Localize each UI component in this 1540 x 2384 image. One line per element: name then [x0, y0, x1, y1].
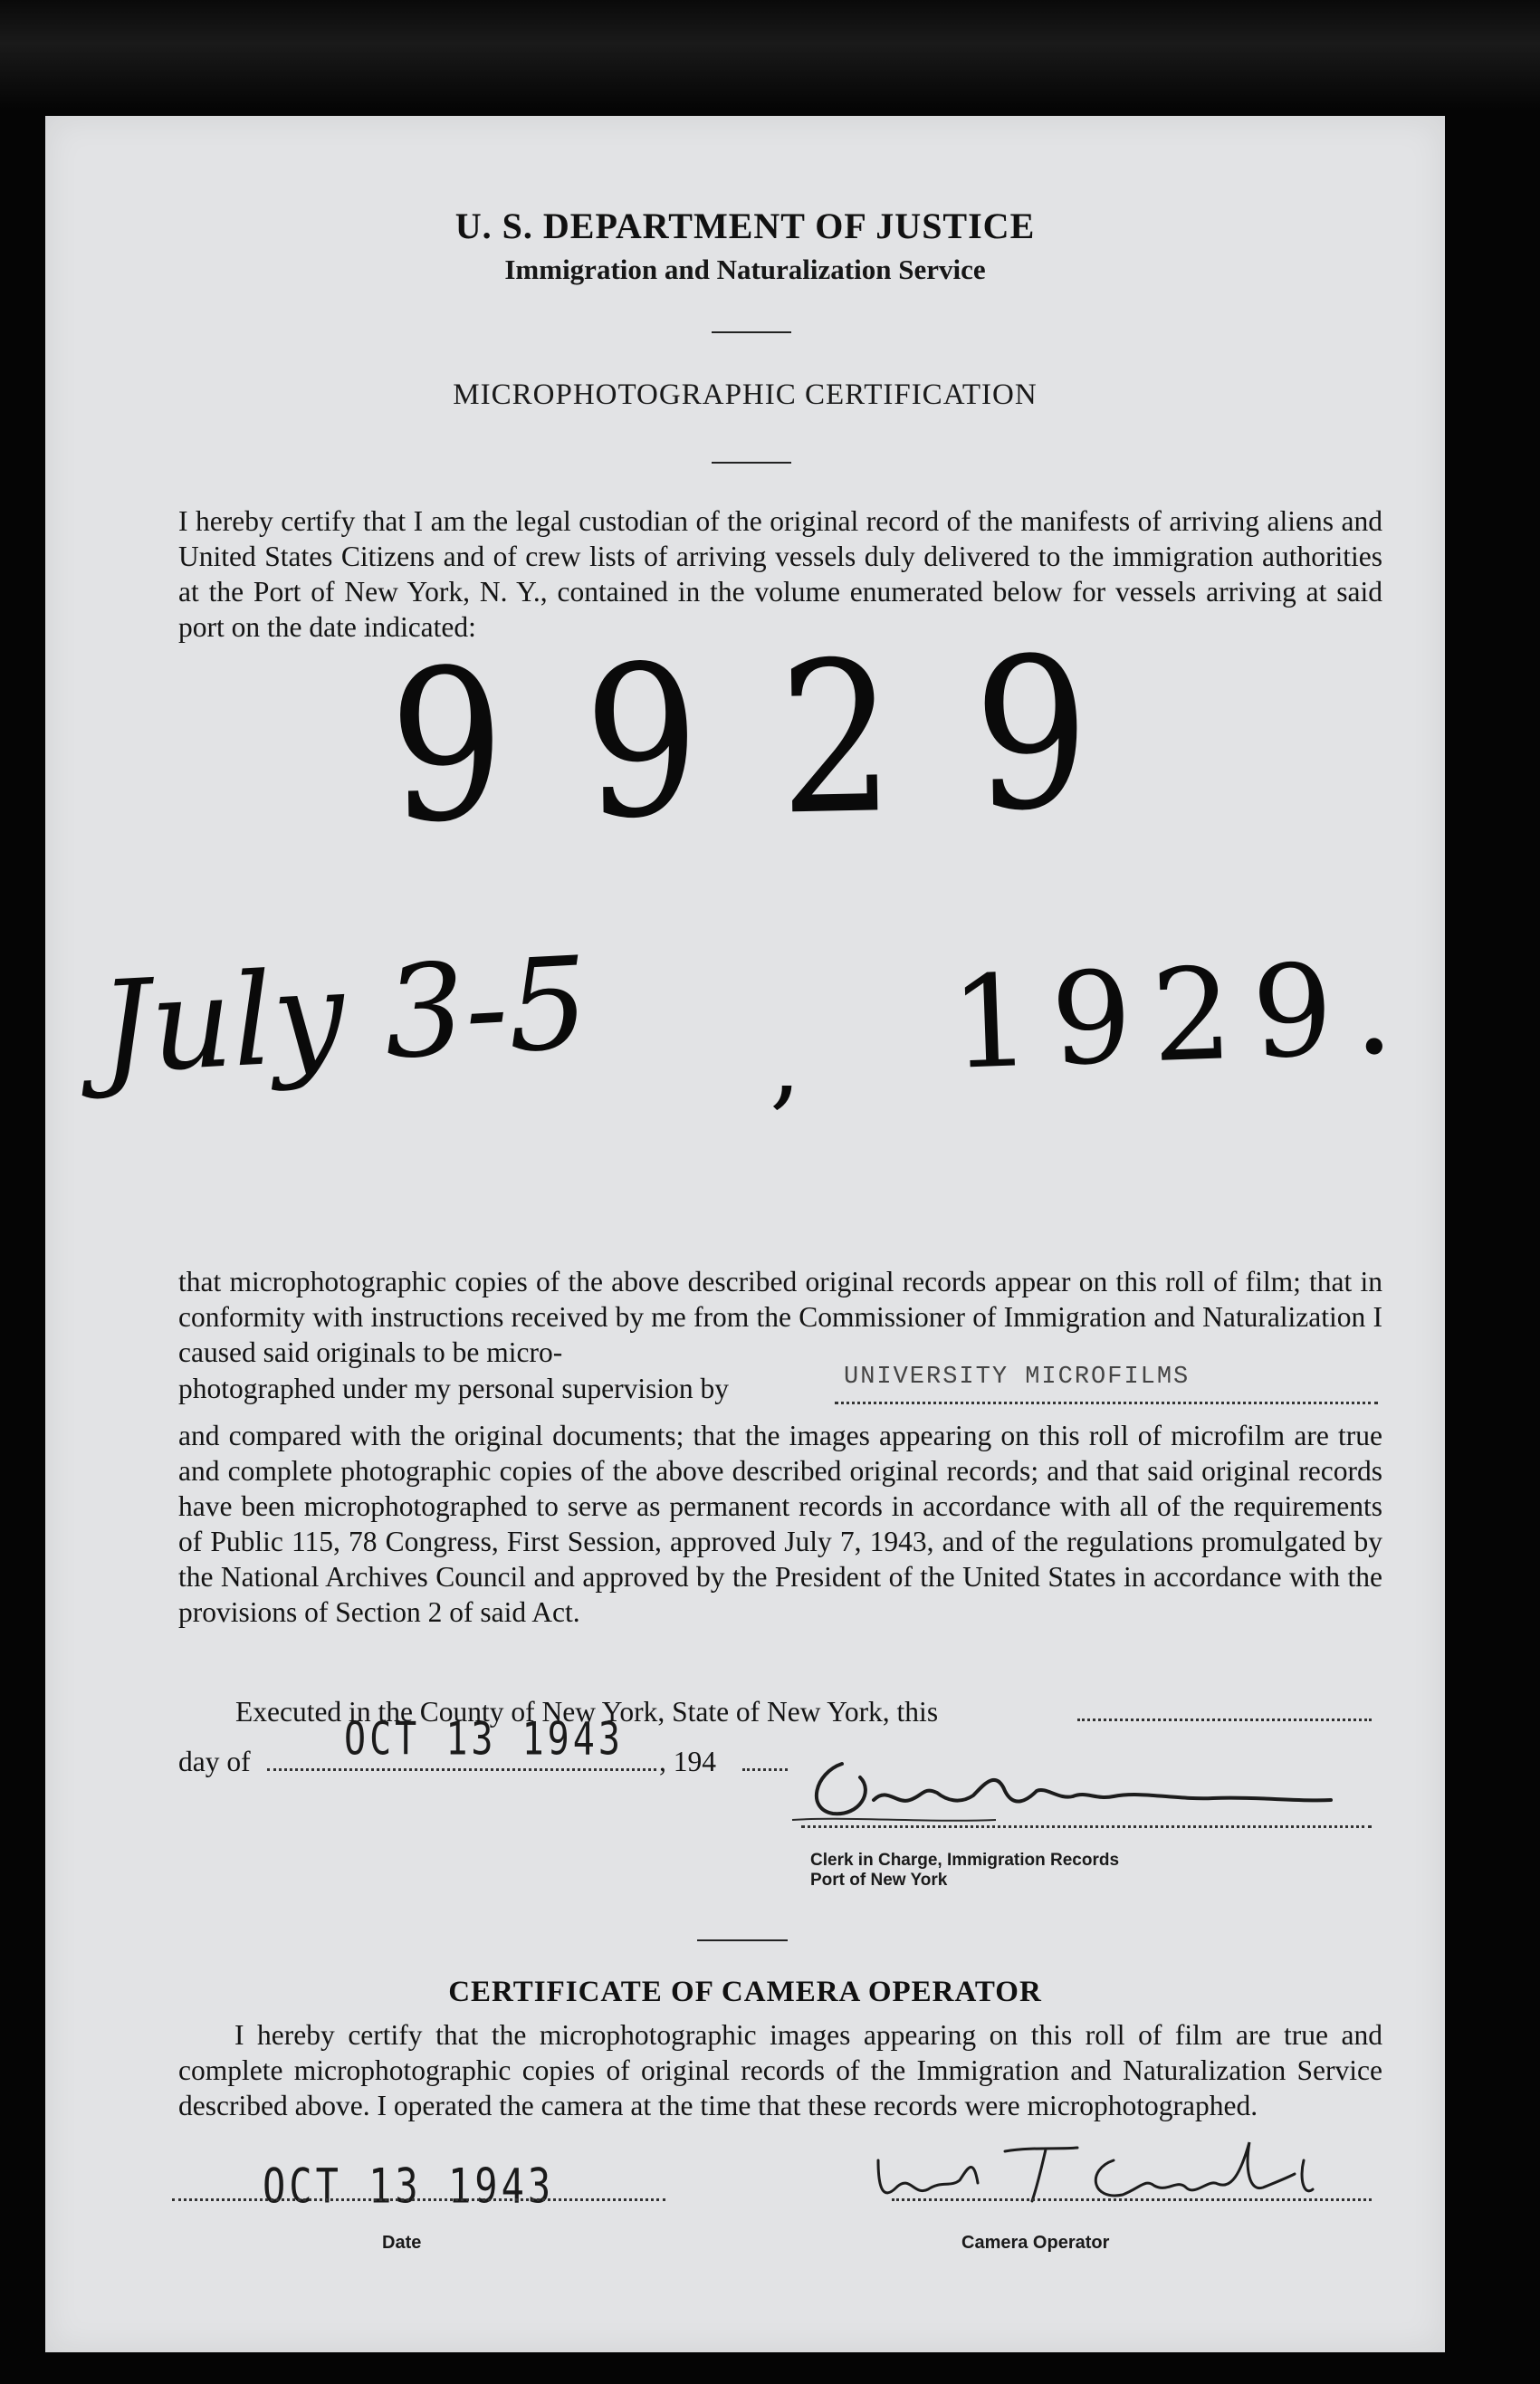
camera-operator-signature [860, 2124, 1367, 2224]
date-label: Date [382, 2233, 422, 2253]
supervision-prefix: photographed under my personal supervision by [178, 1373, 730, 1404]
handwritten-date-range: July 3-5 [96, 929, 592, 1104]
custodian-statement: I hereby certify that I am the legal custodian of the original record of the manifests of arriving aliens and United States Citizens and of crew lists of arriving vessels duly delivered to the immigration authorities at the Port of New York, N. Y., contained in the volume enumerated below for vessels arriving at said port on the date indicated: [178, 505, 1382, 643]
execution-date-stamp: OCT 13 1943 [344, 1713, 624, 1766]
divider [712, 331, 791, 333]
day-of-label: day of [178, 1746, 251, 1777]
clerk-title: Clerk in Charge, Immigration Records Port of New York [810, 1851, 1120, 1890]
supervision-line [178, 1364, 1382, 1409]
department-heading: U. S. DEPARTMENT OF JUSTICE [454, 206, 1036, 246]
year-prefix: , 194 [659, 1746, 716, 1777]
handwritten-volume-number: 9929 [387, 611, 1171, 870]
camera-certificate-title: CERTIFICATE OF CAMERA OPERATOR [448, 1976, 1042, 2008]
clerk-signature-line [801, 1825, 1372, 1828]
executed-fill-line [1077, 1719, 1372, 1721]
year-fill-line [742, 1768, 788, 1771]
divider [712, 462, 791, 464]
film-edge [0, 0, 1540, 109]
handwritten-year: 1929. [948, 934, 1416, 1098]
camera-operator-label: Camera Operator [961, 2233, 1110, 2253]
body-statement-1: that microphotographic copies of the above described original records appear on this roll of film; that in conformity with instructions received by me from the Commissioner of Immigration and Naturalization I caused said originals to be micro- [178, 1266, 1382, 1368]
divider [697, 1939, 788, 1941]
body-statement-2: and compared with the original documents; that the images appearing on this roll of microfilm are true and complete photographic copies of the above described original records; and that said original records have been microphotographed to serve as permanent records in accordance with all of the requirements of Public 115, 78 Congress, First Session, approved July 7, 1943, and of the regulations promulgated by the National Archives Council and approved by the President of the United States in accordance with the provisions of Section 2 of said Act. [178, 1420, 1382, 1628]
certification-title: MICROPHOTOGRAPHIC CERTIFICATION [453, 378, 1038, 411]
camera-operator-line [892, 2198, 1372, 2201]
executed-statement: Executed in the County of New York, State of New York, this [235, 1696, 939, 1728]
date-line [172, 2198, 665, 2201]
certificate-sheet [45, 116, 1445, 2352]
supervision-typed-value: UNIVERSITY MICROFILMS [844, 1364, 1191, 1391]
day-of-fill-line [267, 1768, 656, 1771]
service-subheading: Immigration and Naturalization Service [504, 254, 986, 285]
handwritten-comma: , [770, 1004, 801, 1120]
camera-date-stamp: OCT 13 1943 [263, 2158, 555, 2215]
clerk-signature [788, 1737, 1349, 1836]
camera-statement: I hereby certify that the microphotographic images appearing on this roll of film are true and complete microphotographic copies of original records of the Immigration and Naturalization Service described above. I operated the camera at the time that these records were microphotographed. [178, 2019, 1382, 2121]
